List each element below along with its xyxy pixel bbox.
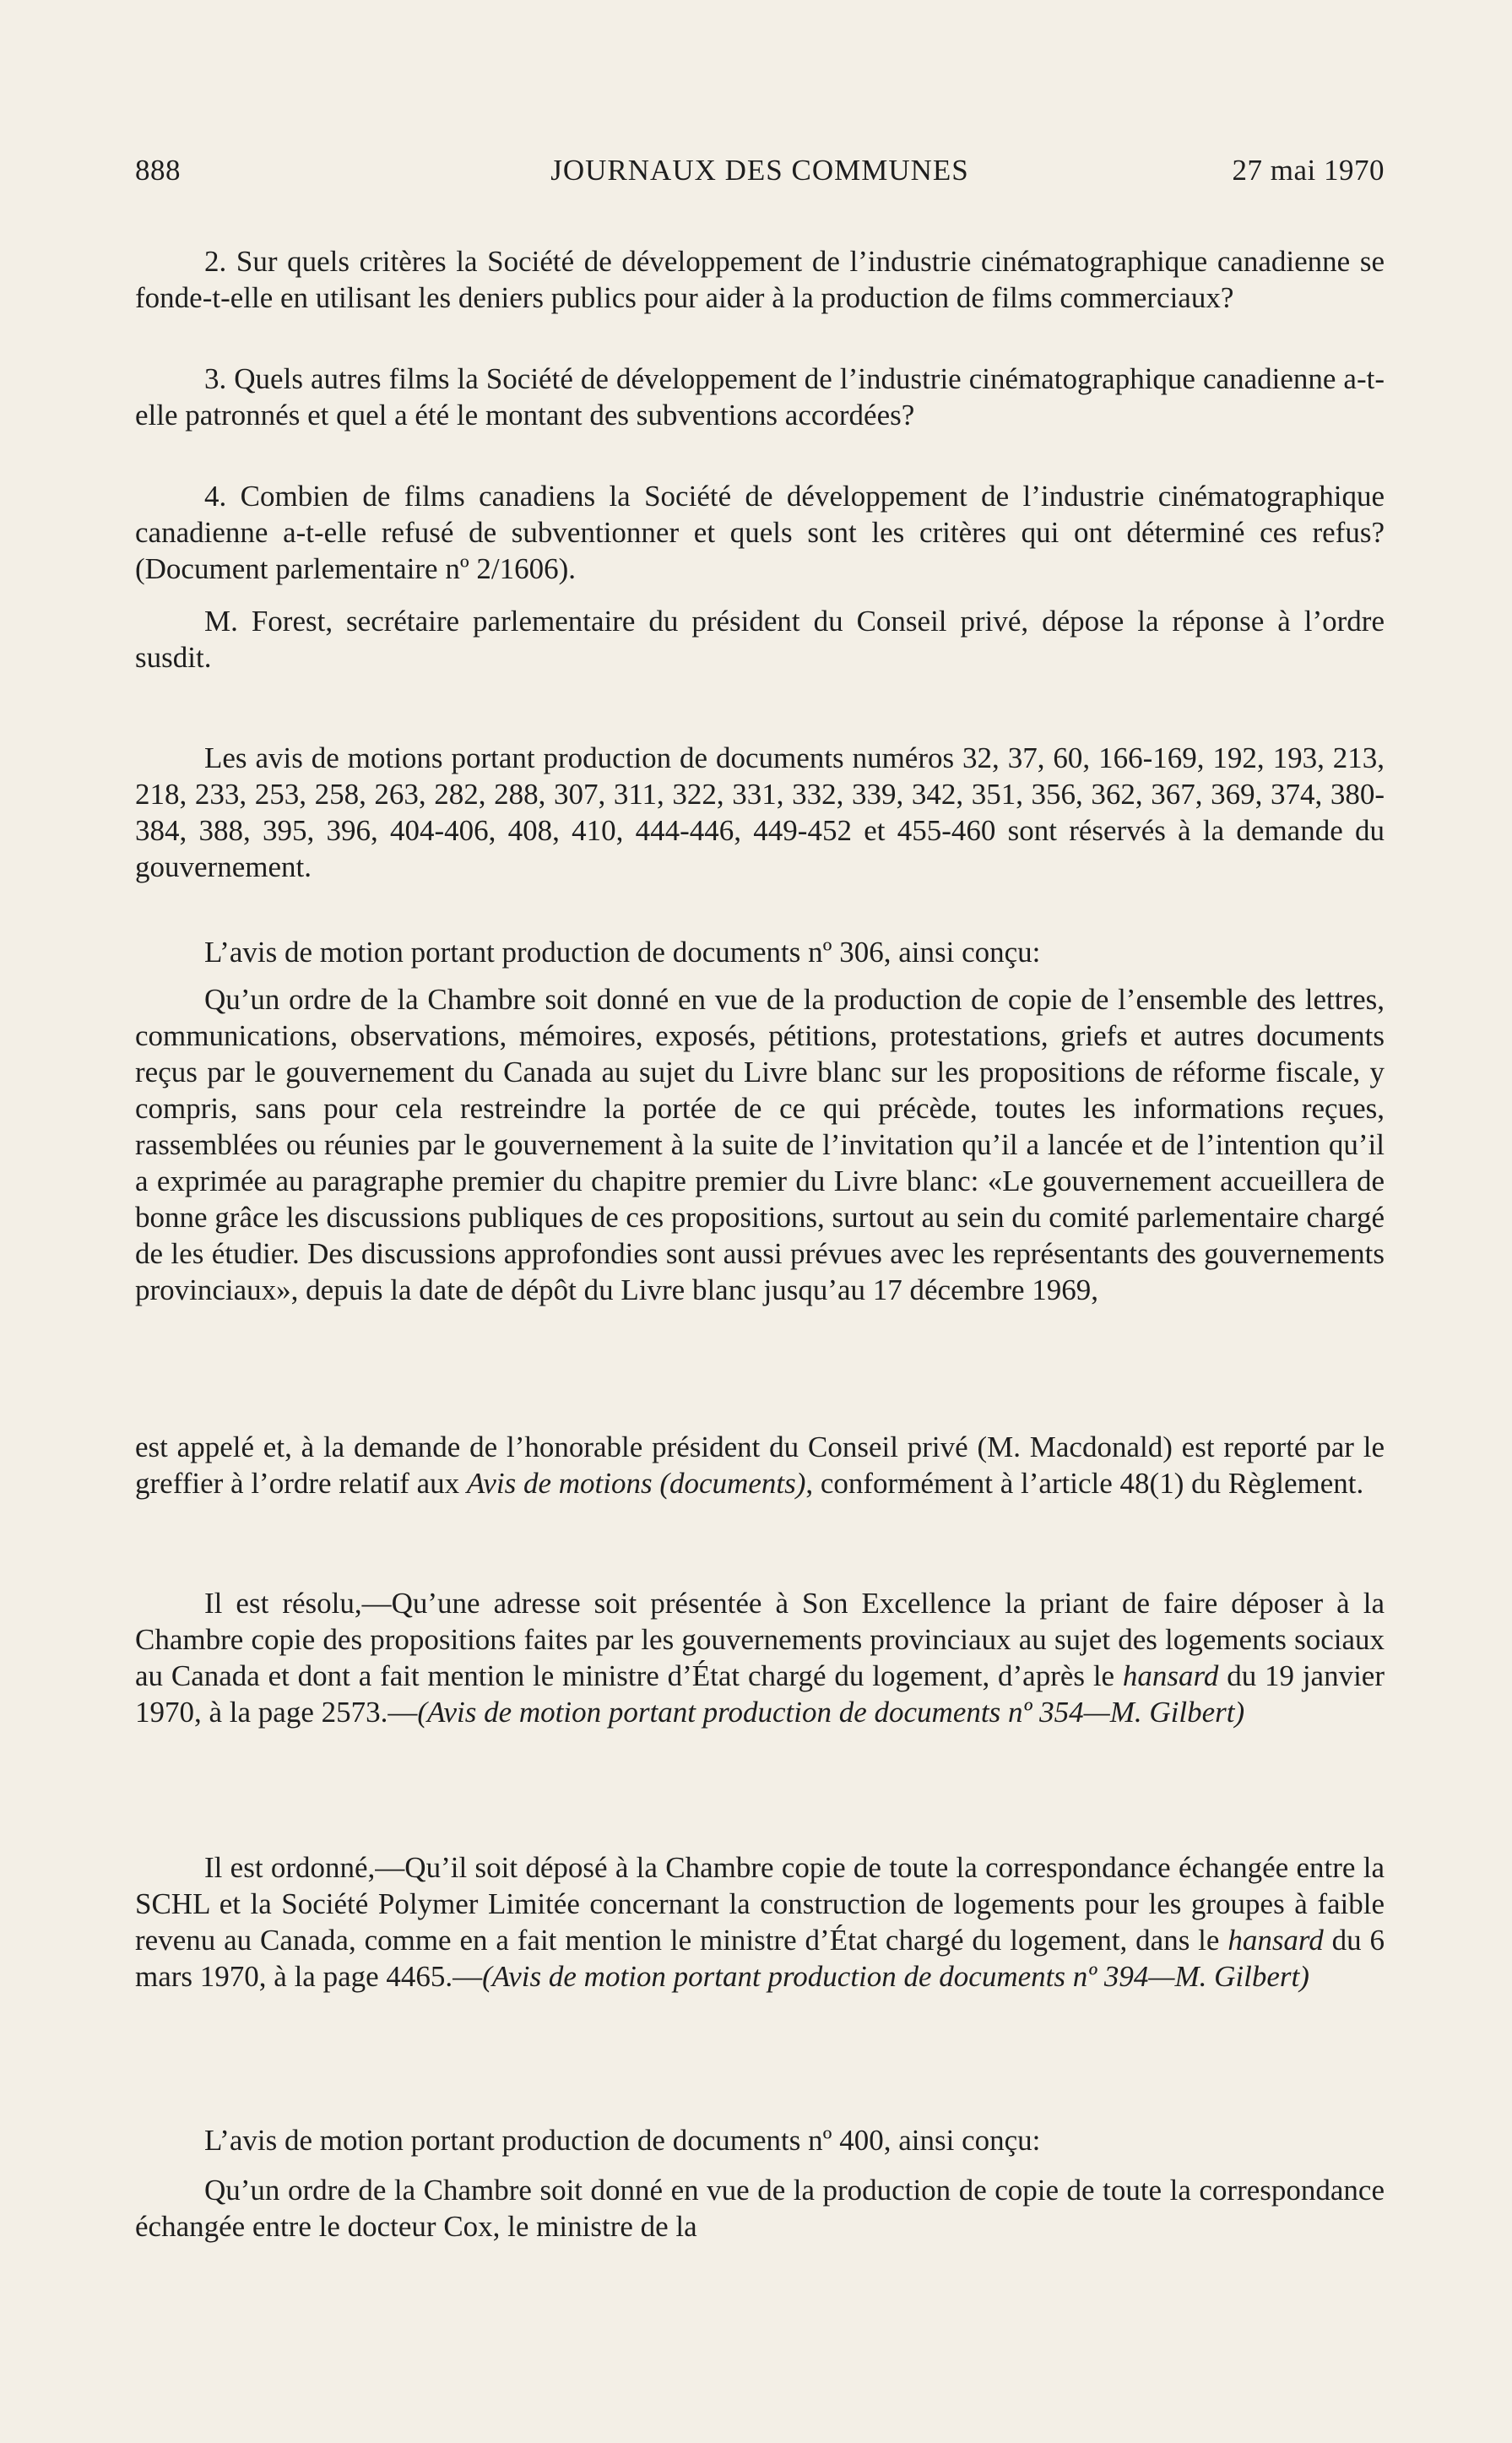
notice-306-outcome [135, 1429, 1385, 1501]
page-number: 888 [135, 154, 181, 187]
order-394 [135, 1849, 1385, 1995]
reserved-notices: Les avis de motions portant production de documents numéros 32, 37, 60, 166-169, 192, 193, 213, 218, 233, 253, 258, 263, 282, 288, 307, 311, 322, 331, 332, 339, 342, 351, 356, 362, 367, 369, 374, 380-384, 388, 395, 396, 404-406, 408, 410, 444-446, 449-452 et 455-460 sont réservés à la demande du gouvernement. [135, 741, 1385, 883]
journal-title: JOURNAUX DES COMMUNES [550, 154, 969, 187]
notice-306-body: Qu’un ordre de la Chambre soit donné en vue de la production de copie de l’ensemble des lettres, communications, observations, mémoires, exposés, pétitions, protestations, griefs et autres documents reçus par le gouvernement du Canada au sujet du Livre blanc sur les propositions de réforme fiscale, y compris, sans pour cela restreindre la portée de ce qui précède, toutes les informations reçues, rassemblées ou réunies par le gouvernement à la suite de l’invitation qu’il a lancée et de l’intention qu’il a exprimée au paragraphe premier du chapitre premier du Livre blanc: «Le gouvernement accueillera de bonne grâce les discussions publiques de ces propositions, surtout au sein du comité parlementaire chargé de les étudier. Des discussions approfondies sont aussi prévues avec les représentants des gouvernements provinciaux», depuis la date de dépôt du Livre blanc jusqu’au 17 décembre 1969, [135, 983, 1385, 1306]
resolution-text-end: du 19 janvier 1970, à la page 2573.— [135, 1659, 1385, 1729]
question-4: 4. Combien de films canadiens la Société de développement de l’industrie cinématographique canadienne a-t-elle refusé de subventionner et quels sont les critères qui ont déterminé ces refus? (Document parlementaire nº 2/1606). [135, 480, 1385, 585]
order-citation: (Avis de motion portant production de documents nº 394—M. Gilbert) [482, 1960, 1309, 1993]
order-text: Il est ordonné,—Qu’il soit déposé à la Chambre copie de toute la correspondance échangée entre la SCHL et la Société Polymer Limitée concernant la construction de logements pour les groupes à faible revenu au Canada, comme en a fait mention le ministre d’État chargé du logement, dans le [135, 1851, 1385, 1957]
question-2: 2. Sur quels critères la Société de développement de l’industrie cinématographique canadienne se fonde-t-elle en utilisant les deniers publics pour aider à la production de films commerciaux? [135, 245, 1385, 314]
resolution-354 [135, 1585, 1385, 1730]
hansard-reference: hansard [1122, 1659, 1219, 1692]
forest-reply: M. Forest, secrétaire parlementaire du président du Conseil privé, dépose la réponse à l’ordre susdit. [135, 605, 1385, 674]
question-3: 3. Quels autres films la Société de développement de l’industrie cinématographique canadienne a-t-elle patronnés et quel a été le montant des subventions accordées? [135, 362, 1385, 432]
outcome-text-start: est appelé et, à la demande de l’honorable président du Conseil privé (M. Macdonald) est reporté par le greffier à l’ordre relatif aux [135, 1431, 1385, 1500]
resolution-text: Il est résolu,—Qu’une adresse soit présentée à Son Excellence la priant de faire déposer à la Chambre copie des propositions faites par les gouvernements provinciaux au sujet des logements sociaux au Canada et dont a fait mention le ministre d’État chargé du logement, d’après le [135, 1587, 1385, 1692]
resolution-citation: (Avis de motion portant production de documents nº 354—M. Gilbert) [417, 1696, 1245, 1729]
notice-400-intro: L’avis de motion portant production de documents nº 400, ainsi conçu: [204, 2124, 1041, 2157]
page-header [135, 154, 1385, 196]
hansard-reference: hansard [1227, 1924, 1324, 1957]
notice-400-body: Qu’un ordre de la Chambre soit donné en vue de la production de copie de toute la correspondance échangée entre le docteur Cox, le ministre de la [135, 2174, 1385, 2243]
outcome-rubric: Avis de motions (documents) [466, 1467, 806, 1500]
order-text-end: du 6 mars 1970, à la page 4465.— [135, 1924, 1385, 1993]
journal-date: 27 mai 1970 [1232, 154, 1385, 187]
outcome-text-end: , conformément à l’article 48(1) du Règlement. [805, 1467, 1364, 1500]
notice-306-intro: L’avis de motion portant production de documents nº 306, ainsi conçu: [204, 936, 1041, 969]
